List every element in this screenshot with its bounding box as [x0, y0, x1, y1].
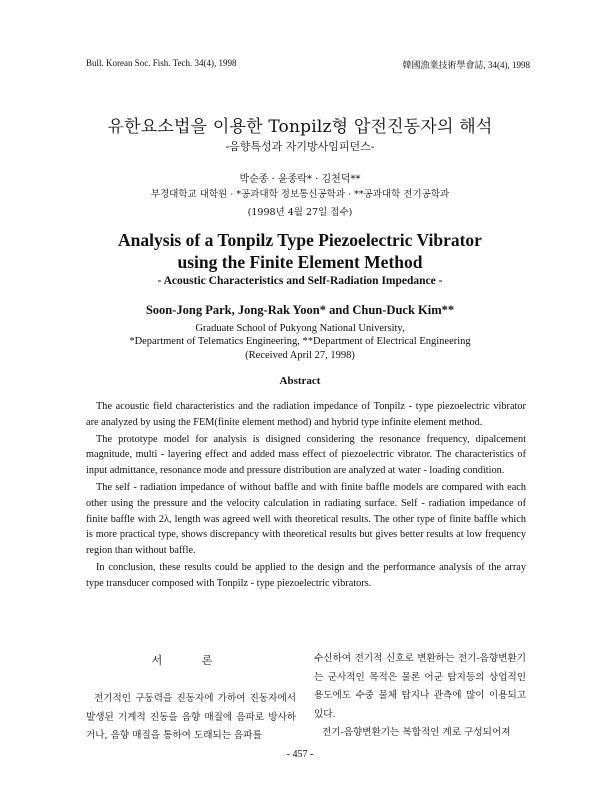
korean-received-date: (1998년 4월 27일 접수)	[247, 207, 353, 218]
abstract-paragraph: The acoustic field characteristics and the radiation impedance of Tonpilz - type piezoelectric vibrator are analyzed by using the FEM(finite element method) and hybrid type infinite element method.	[86, 401, 526, 428]
english-received-date: (Received April 27, 1998)	[245, 350, 355, 361]
korean-title: 유한요소법을 이용한 Tonpilz형 압전진동자의 해석	[107, 117, 493, 137]
english-title-line1: Analysis of a Tonpilz Type Piezoelectric Vibrator	[118, 230, 482, 250]
english-affiliation-line2: *Department of Telematics Engineering, **Department of Electrical Engineering	[129, 336, 471, 347]
body-paragraph: 전기적인 구동력을 진동자에 가하여 진동자에서 발생된 기계적 진동을 음향 매질에 음파로 방사하거나, 음향 매질을 통하여 도래되는 음파를	[86, 693, 296, 741]
running-header-left: Bull. Korean Soc. Fish. Tech. 34(4), 1998	[86, 58, 237, 68]
english-affiliation-line1: Graduate School of Pukyong National University,	[195, 323, 405, 334]
abstract-paragraph: The self - radiation impedance of without baffle and with finite baffle models are compared with each other using the pressure and the velocity calculation in radiating surface. Self - radiation impedance of finite baffle with 2λ, length was agreed well with theoretical results. The other type of finite baffle which is more practical type, shows discrepancy with theoretical results but gives better results at low frequency region than without baffle.	[86, 481, 526, 557]
body-paragraph: 전기-음향변환기는 복합적인 계로 구성되어져	[322, 727, 511, 738]
english-title-line2: using the Finite Element Method	[177, 252, 423, 272]
korean-affiliation: 부경대학교 대학원 · *공과대학 정보통신공학과 · **공과대학 전기공학과	[150, 189, 450, 200]
english-affiliation	[0, 322, 600, 348]
abstract-body	[86, 399, 526, 593]
english-subtitle: - Acoustic Characteristics and Self-Radiation Impedance -	[157, 275, 443, 287]
abstract-paragraph: The prototype model for analysis is disigned considering the resonance frequency, dipalcement magnitude, multi - layering effect and added mass effect of piezoelectric vibrator. The characteristics of input admittance, resonance mode and pressure distribution are analyzed at water - loading condition.	[86, 433, 526, 477]
abstract-paragraph: In conclusion, these results could be applied to the design and the performance analysis of the array type transducer composed with Tonpilz - type piezoelectric vibrators.	[86, 561, 526, 589]
body-paragraph: 수신하여 전기적 신호로 변환하는 전기-음향변환기는 군사적인 목적은 물론 어군 탐지등의 상업적인 용도에도 수중 물체 탐지나 관측에 많이 이용되고 있다.	[314, 653, 526, 720]
abstract-heading: Abstract	[279, 375, 321, 387]
english-authors: Soon-Jong Park, Jong-Rak Yoon* and Chun-Duck Kim**	[145, 303, 455, 317]
page-number: - 457 -	[286, 749, 314, 760]
running-header-right: 韓國漁業技術學會誌, 34(4), 1998	[402, 60, 530, 70]
korean-subtitle: -음향특성과 자기방사임피던스-	[225, 140, 375, 153]
body-column-left	[86, 652, 296, 746]
section-heading-introduction: 서 론	[151, 654, 231, 667]
korean-authors: 박순종 · 윤종락* · 김천덕**	[239, 174, 361, 185]
body-column-right	[314, 650, 526, 743]
